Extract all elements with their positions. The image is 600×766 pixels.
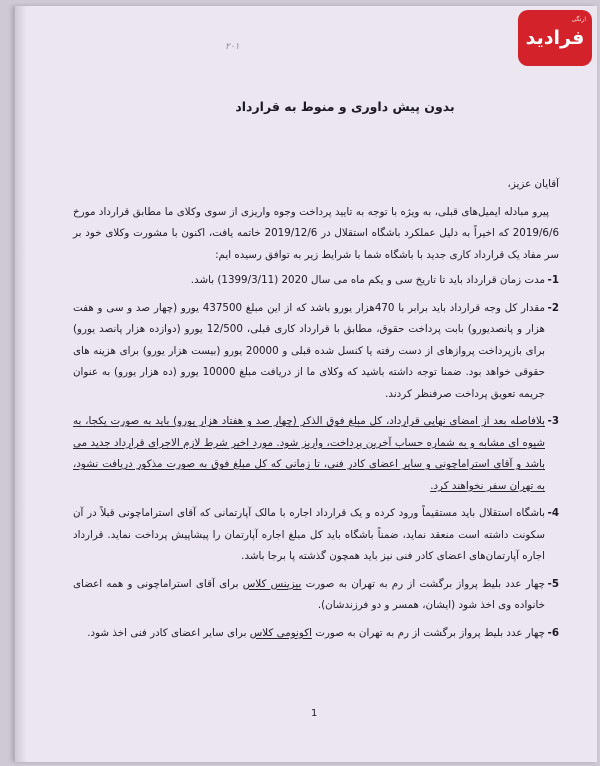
page-number: 1	[311, 708, 318, 719]
term-item	[73, 411, 559, 497]
term-text: چهار عدد بلیط پرواز برگشت از رم به تهران به صورت	[311, 626, 545, 639]
term-item	[73, 503, 559, 568]
logo-text: فرادید	[525, 27, 585, 49]
greeting: آقایان عزیز،	[507, 178, 559, 190]
term-text: بیزینس کلاس	[242, 577, 302, 590]
term-text: مدت زمان قرارداد باید تا تاریخ سی و یکم ماه می سال 2020 (1399/3/11) باشد.	[190, 274, 545, 286]
term-number: 2 -	[548, 298, 559, 320]
term-number: 3 -	[548, 411, 559, 433]
term-text: مقدار کل وجه قرارداد باید برابر با 470هزار یورو باشد که از این مبلغ 437500 یورو (چهار صد و سی و هفت هزار و پانصدیورو) بابت پرداخت حقوق، مطابق با قرارداد کاری قبلی، 12/500 یورو (دوازده هزار پانصد یورو) برای بازپرداخت پروازهای از دست رفته یا کنسل شده قبلی و 20000 یورو (بیست هزار یورو) برای هزینه های حقوقی خواهد بود. ضمنا توجه داشته باشید که وکلای ما از دریافت مبلغ 10000 یورو (ده هزار یورو) به عنوان جریمه تعویق پرداخت صرفنظر کردند.	[73, 301, 545, 400]
term-number: 4 -	[548, 503, 559, 525]
term-text: باشگاه استقلال باید مستقیماً ورود کرده و یک قرارداد اجاره با مالک آپارتمانی که آقای استراماچونی قبلاً در آن سکونت داشته است منعقد نماید، ضمناً باشگاه باید کل مبلغ اجاره آپارتمان را پیشاپیش پرداخت نماید. قرارداد اجاره آپارتمان‌های اعضای کادر فنی نیز باید همچون گذشته پا برجا باشد.	[73, 507, 545, 562]
handwritten-mark: ۲۰۱	[225, 42, 240, 52]
logo-subtext: ارنگی	[571, 16, 586, 23]
term-number: 5 -	[548, 574, 559, 596]
document-title: بدون پیش داوری و منوط به قرارداد	[235, 99, 455, 114]
term-item	[73, 623, 559, 645]
terms-list	[73, 270, 559, 644]
term-text: چهار عدد بلیط پرواز برگشت از رم به تهران به صورت	[301, 577, 545, 590]
intro-paragraph: پیرو مبادله ایمیل‌های قبلی، به ویژه با توجه به تایید پرداخت وجوه واریزی از سوی وکلای ما مطابق قرارداد مورخ 2019/6/6 که اخیراً به دلیل عملکرد باشگاه استقلال در 2019/12/6 خاتمه یافت، اکنون با مشورت وکلای خود بر سر مفاد یک قرارداد کاری جدید با باشگاه شما با شرایط زیر به توافق رسیده ایم:	[73, 205, 559, 261]
document-page	[14, 6, 597, 762]
term-text: برای آقای استراماچونی و همه اعضای خانواده وی اخذ شود (ایشان، همسر و دو فرزندشان).	[73, 577, 545, 611]
term-text: اکونومی کلاس	[249, 626, 312, 639]
term-item	[73, 298, 559, 406]
brand-logo	[518, 10, 592, 66]
term-number: 6 -	[548, 623, 559, 645]
letter-body	[73, 174, 559, 650]
term-number: 1 -	[548, 270, 559, 292]
term-text: بلافاصله بعد از امضای نهایی قرارداد، کل مبلغ فوق الذکر (چهار صد و هفتاد هزار یورو) باید به صورت یکجا، به شیوه ای مشابه و به شماره حساب آخرین پرداخت، واریز شود. مورد اخیر شرط لازم الاجرای قرارداد جدید می باشد و آقای استراماچونی و سایر اعضای کادر فنی، تا زمانی که کل مبلغ فوق به صورت مذکور دریافت نشود، به تهران سفر نخواهند کرد.	[73, 415, 545, 492]
term-text: برای سایر اعضای کادر فنی اخذ شود.	[87, 626, 250, 639]
term-item	[73, 270, 559, 292]
term-item	[73, 574, 559, 617]
